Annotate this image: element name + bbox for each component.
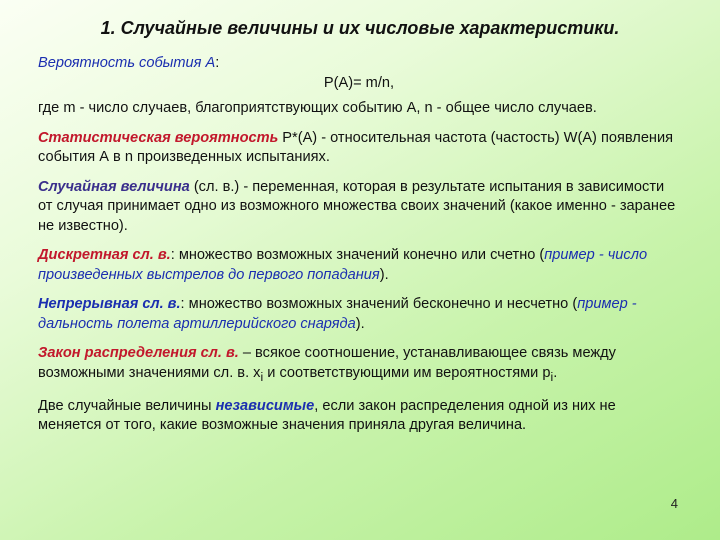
page-number: 4 bbox=[670, 496, 678, 511]
discrete-definition bbox=[38, 246, 680, 285]
distribution-law-definition bbox=[38, 344, 680, 387]
slide-title: 1. Случайные величины и их числовые характеристики. bbox=[100, 18, 620, 38]
independence-term: независимые bbox=[215, 397, 315, 414]
discrete-example: пример - число произведенных выстрелов до первого попадания bbox=[38, 247, 648, 283]
probability-explanation: где m - число случаев, благоприятствующих событию А, n - общее число случаев. bbox=[38, 100, 597, 116]
continuous-example: пример - дальность полета артиллерийского снаряда bbox=[38, 296, 637, 332]
continuous-definition bbox=[38, 295, 680, 334]
subscript-i: i bbox=[260, 369, 264, 384]
probability-colon: : bbox=[215, 55, 220, 71]
independence-text: , если закон распределения одной из них не меняется от того, какие возможные значения приняла другая величина. bbox=[38, 397, 616, 434]
slide-content bbox=[38, 54, 680, 436]
subscript-i-2: i bbox=[550, 369, 554, 384]
continuous-text: : множество возможных значений бесконечно и несчетно ( bbox=[180, 296, 578, 312]
discrete-term: Дискретная сл. в. bbox=[38, 247, 171, 263]
independence-definition bbox=[38, 397, 680, 436]
probability-term: Вероятность события А bbox=[38, 55, 216, 71]
statistical-term: Статистическая вероятность bbox=[38, 129, 279, 146]
distribution-law-text: – всякое соотношение, устанавливающее связь между возможными значениями сл. в. x bbox=[38, 345, 616, 381]
probability-formula: P(A)= m/n, bbox=[323, 74, 395, 91]
random-variable-term: Случайная величина bbox=[38, 178, 190, 195]
continuous-term: Непрерывная сл. в. bbox=[38, 296, 181, 312]
discrete-text: : множество возможных значений конечно или счетно ( bbox=[170, 247, 545, 263]
continuous-end: ). bbox=[355, 315, 365, 332]
distribution-law-end: . bbox=[553, 364, 558, 381]
distribution-law-term: Закон распределения сл. в. bbox=[38, 345, 239, 361]
independence-pre: Две случайные величины bbox=[38, 397, 216, 414]
distribution-law-mid: и соответствующими им вероятностями p bbox=[263, 364, 551, 381]
statistical-probability bbox=[38, 129, 680, 168]
random-variable-text: (сл. в.) - переменная, которая в результате испытания в зависимости от случая принимает одно из возможного множества своих значений (какое именно - заранее не известно). bbox=[38, 178, 676, 234]
discrete-end: ). bbox=[379, 266, 389, 283]
probability-definition bbox=[38, 54, 680, 74]
random-variable-definition bbox=[38, 178, 680, 237]
statistical-text: P*(A) - относительная частота (частость) W(A) появления события А в n произведенных испытаниях. bbox=[38, 129, 674, 165]
